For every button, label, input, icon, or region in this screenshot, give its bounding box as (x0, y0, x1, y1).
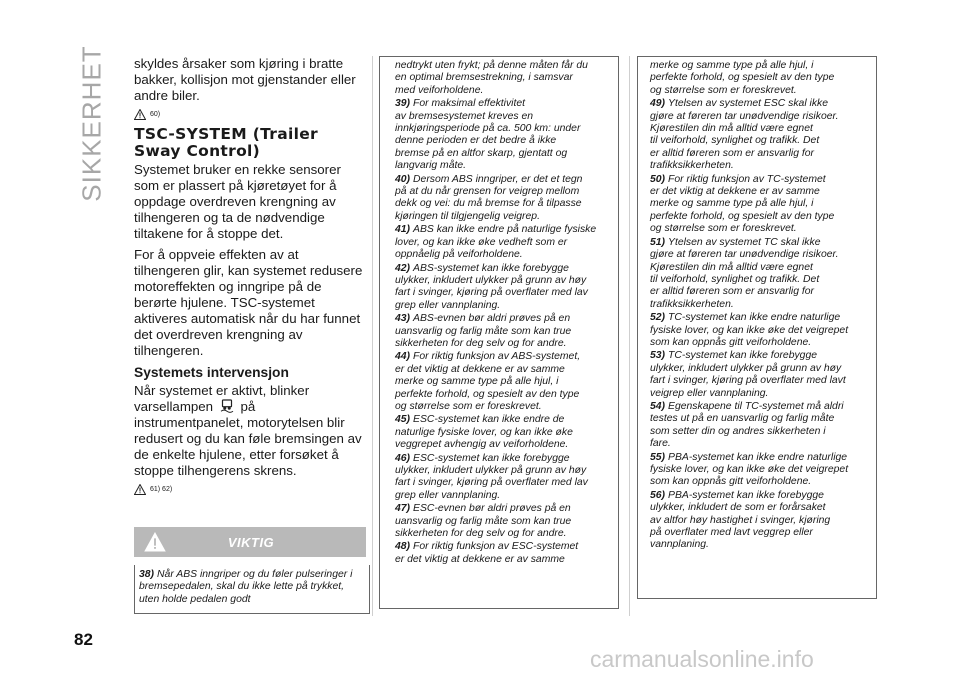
note-number: 46) (395, 452, 411, 464)
reference-number: 60) (150, 111, 161, 118)
note-item (395, 414, 614, 451)
note-number: 50) (650, 173, 666, 185)
note-text: For riktig funksjon av ESC-systemet er det viktig at dekkene er av samme (395, 541, 579, 565)
note-item (650, 60, 872, 97)
column-divider (629, 56, 630, 616)
main-text-column (134, 56, 366, 499)
note-item (650, 312, 872, 349)
note-item (650, 401, 872, 451)
trailer-sway-warning-icon (218, 399, 236, 413)
reference-numbers: 61) 62) (150, 486, 173, 493)
note-number: 47) (395, 503, 411, 515)
note-number: 40) (395, 173, 411, 185)
note-item (650, 174, 872, 236)
section-side-label: SIKKERHET (76, 45, 107, 202)
note-text: Dersom ABS inngriper, er det et tegn på at du når grensen for veigrep mellom dekk og vei: du må bremse for å tilpasse kjøringen til tilgjengelig veigrep. (395, 173, 583, 222)
note-number: 39) (395, 98, 411, 110)
note-item (395, 224, 614, 261)
note-text: ESC-systemet kan ikke endre de naturlige fysiske lover, og kan ikke øke veggrepet avhengig av veiforholdene. (395, 414, 573, 451)
note-text: For riktig funksjon av TC-systemet er det viktig at dekkene er av samme merke og samme type på alle hjul, i perfekte forhold, og spesielt av den type og størrelse som er foreskrevet. (650, 173, 835, 235)
note-text: TC-systemet kan ikke forebygge ulykker, inkludert ulykker på grunn av høy fart i svinger, kjøring på overflater med lavt veigrep eller vannplaning. (650, 350, 846, 399)
paragraph-references (134, 484, 366, 495)
note-number: 43) (395, 313, 411, 325)
note-text: nedtrykt uten frykt; på denne måten får du en optimal bremsestrekning, i samsvar med veiforholdene. (395, 60, 588, 96)
note-text: TC-systemet kan ikke endre naturlige fysiske lover, og kan ikke øke det veigrepet som kan oppnås gitt veiforholdene. (650, 312, 849, 348)
note-text: ABS-systemet kan ikke forebygge ulykker, inkludert ulykker på grunn av høy fart i svinger, kjøring på overflater med lav grep eller vannplaning. (395, 262, 588, 311)
note-number: 45) (395, 414, 411, 426)
note-item (650, 350, 872, 400)
note-item (395, 351, 614, 413)
note-text: PBA-systemet kan ikke endre naturlige fysiske lover, og kan ikke øke det veigrepet som kan oppnås gitt veiforholdene. (650, 451, 849, 488)
note-number: 44) (395, 351, 411, 363)
note-text: For riktig funksjon av ABS-systemet, er det viktig at dekkene er av samme merke og samme type på alle hjul, i perfekte forhold, og spesielt av den type og størrelse som er foreskrevet. (395, 351, 581, 412)
note-number: 49) (650, 98, 666, 110)
warning-triangle-icon (134, 109, 146, 120)
section-heading: TSC-SYSTEM (Trailer Sway Control) (134, 125, 318, 160)
column-divider (372, 56, 373, 616)
note-text: ABS-evnen bør aldri prøves på en uansvarlig og farlig måte som kan true sikkerheten for deg selv og for andre. (395, 313, 572, 349)
note-number: 51) (650, 236, 666, 248)
important-box-title: VIKTIG (227, 534, 275, 550)
note-item (395, 541, 614, 566)
note-text: ESC-systemet kan ikke forebygge ulykker, inkludert ulykker på grunn av høy fart i svinger, kjøring på overflater med lav grep eller vannplaning. (395, 452, 588, 501)
note-number: 53) (650, 350, 666, 362)
note-number: 41) (395, 224, 411, 236)
note-item (650, 98, 872, 172)
subsection-heading: Systemets intervensjon (134, 365, 289, 380)
important-notes-box (134, 565, 370, 614)
note-item (395, 503, 614, 540)
note-number: 56) (650, 489, 666, 501)
note-number: 48) (395, 541, 411, 553)
intro-reference (134, 109, 366, 120)
note-number: 52) (650, 312, 666, 324)
note-item (395, 60, 614, 97)
note-text: For maksimal effektivitet av bremsesystemet kreves en innkjøringsperiode på ca. 500 km: under denne perioden er det bedre å ikke bremse på en altfor skarp, gjentatt og langvarig måte. (395, 98, 581, 172)
paragraph: Når systemet er aktivt, blinker varsellampen på instrumentpanelet, motorytelsen blir redusert og du kan føle bremsingen av de enkelte hjulene, etter forsøket å stoppe tilhengerens skrens. (134, 383, 362, 478)
paragraph: Systemet bruker en rekke sensorer som er plassert på kjøretøyet for å oppdage overdreven krengning av tilhengeren og ta de nødvendige tiltakene for å stoppe det. (134, 162, 341, 241)
note-item (395, 98, 614, 172)
note-item (650, 452, 872, 489)
note-text: Ytelsen av systemet TC skal ikke gjøre at føreren tar unødvendige risikoer. Kjørestilen din må alltid være egnet til veiforhold, synlighet og trafikk. Det er alltid føreren som er ansvarlig for trafikksikkerheten. (650, 236, 839, 310)
note-text: Ytelsen av systemet ESC skal ikke gjøre at føreren tar unødvendige risikoer. Kjørestilen din må alltid være egnet til veiforhold, synlighet og trafikk. Det er alltid føreren som er ansvarlig for trafikksikkerheten. (650, 98, 839, 172)
note-item (395, 263, 614, 313)
note-text: ESC-evnen bør aldri prøves på en uansvarlig og farlig måte som kan true sikkerheten for deg selv og for andre. (395, 503, 572, 540)
important-notes-column-2 (379, 56, 619, 609)
note-item (650, 237, 872, 311)
paragraph: For å oppveie effekten av at tilhengeren glir, kan systemet redusere motoreffekten og inngripe på de berørte hjulene. TSC-systemet aktiveres automatisk når du har funnet det overdreven krengning av tilhengeren. (134, 247, 363, 358)
note-number: 55) (650, 451, 666, 463)
note-text: ABS kan ikke endre på naturlige fysiske lover, og kan ikke øke vedheft som er oppnåelig på veiforholdene. (395, 224, 597, 261)
note-text: merke og samme type på alle hjul, i perfekte forhold, og spesielt av den type og størrelse som er foreskrevet. (650, 60, 835, 96)
note-text: PBA-systemet kan ikke forebygge ulykker, inkludert de som er forårsaket av altfor høy hastighet i svinger, kjøring på overflater med lavt veggrep eller vannplaning. (650, 489, 831, 551)
page-number: 82 (74, 630, 93, 649)
note-item: 38) Når ABS inngriper og du føler pulseringer i bremsepedalen, skal du ikke lette på trykket, uten holde pedalen godt (139, 569, 353, 605)
note-item (395, 453, 614, 503)
warning-triangle-icon (134, 484, 146, 495)
note-item (395, 313, 614, 350)
watermark: carmanualsonline.info (590, 646, 814, 672)
note-item (650, 490, 872, 552)
note-number: 42) (395, 262, 411, 274)
note-item (395, 174, 614, 224)
important-notes-column-3 (637, 56, 877, 599)
intro-paragraph: skyldes årsaker som kjøring i bratte bakker, kollisjon mot gjenstander eller andre biler. (134, 56, 356, 103)
important-box-header (134, 527, 366, 557)
note-text: Egenskapene til TC-systemet må aldri testes ut på en uansvarlig og farlig måte som setter din og andres sikkerheten i fare. (650, 400, 844, 450)
note-number: 54) (650, 400, 666, 412)
warning-triangle-icon (144, 532, 166, 552)
